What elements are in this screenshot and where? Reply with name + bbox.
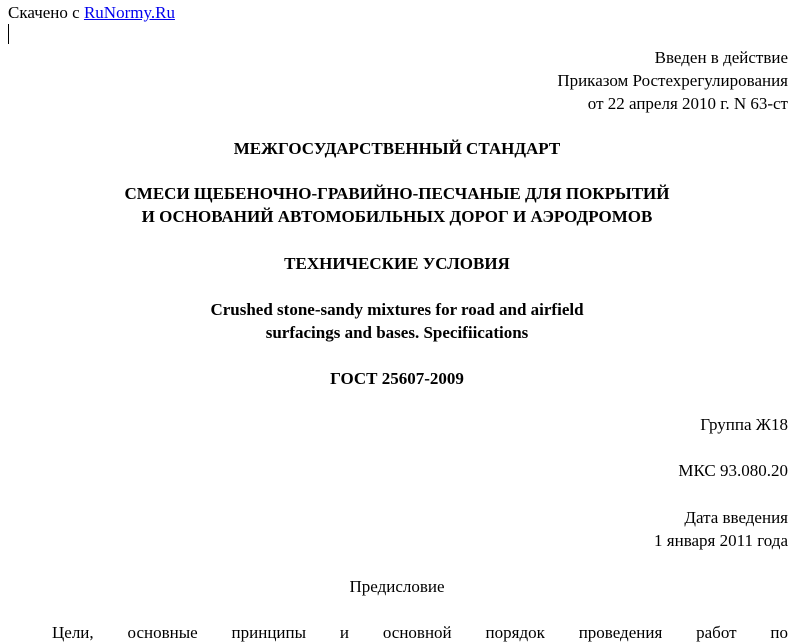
english-title-line-1: Crushed stone-sandy mixtures for road and airfield <box>210 300 584 319</box>
intro-date-value: 1 января 2011 года <box>654 531 788 550</box>
text-cursor <box>8 24 9 44</box>
standard-type <box>0 137 794 160</box>
source-line <box>8 1 175 24</box>
approval-line-3: от 22 апреля 2010 г. N 63-ст <box>587 94 788 113</box>
standard-title-line-1: СМЕСИ ЩЕБЕНОЧНО-ГРАВИЙНО-ПЕСЧАНЫЕ ДЛЯ ПОКРЫТИЙ <box>124 184 670 203</box>
approval-line-1: Введен в действие <box>654 48 788 67</box>
source-prefix: Скачено с <box>8 3 84 22</box>
standard-code-text: ГОСТ 25607-2009 <box>330 369 464 388</box>
group-label <box>700 413 788 436</box>
preface-heading-text: Предисловие <box>349 577 445 596</box>
english-title <box>0 298 794 344</box>
mks-text: МКС 93.080.20 <box>678 461 788 480</box>
approval-block <box>557 46 788 115</box>
standard-title-line-2: И ОСНОВАНИЙ АВТОМОБИЛЬНЫХ ДОРОГ И АЭРОДРОМОВ <box>141 207 653 226</box>
intro-date-label: Дата введения <box>684 508 788 527</box>
preface-heading <box>0 575 794 598</box>
preface-paragraph: Цели, основные принципы и основной порядок проведения работ по <box>52 623 788 642</box>
intro-date-block <box>654 506 788 552</box>
standard-subtitle <box>0 252 794 275</box>
standard-code <box>0 367 794 390</box>
group-text: Группа Ж18 <box>700 415 788 434</box>
standard-title <box>0 182 794 228</box>
standard-subtitle-text: ТЕХНИЧЕСКИЕ УСЛОВИЯ <box>284 254 510 273</box>
standard-type-text: МЕЖГОСУДАРСТВЕННЫЙ СТАНДАРТ <box>233 139 561 158</box>
approval-line-2: Приказом Ростехрегулирования <box>557 71 788 90</box>
english-title-line-2: surfacings and bases. Specifiications <box>265 323 529 342</box>
runormy-link[interactable]: RuNormy.Ru <box>83 3 175 22</box>
mks-label <box>678 459 788 482</box>
